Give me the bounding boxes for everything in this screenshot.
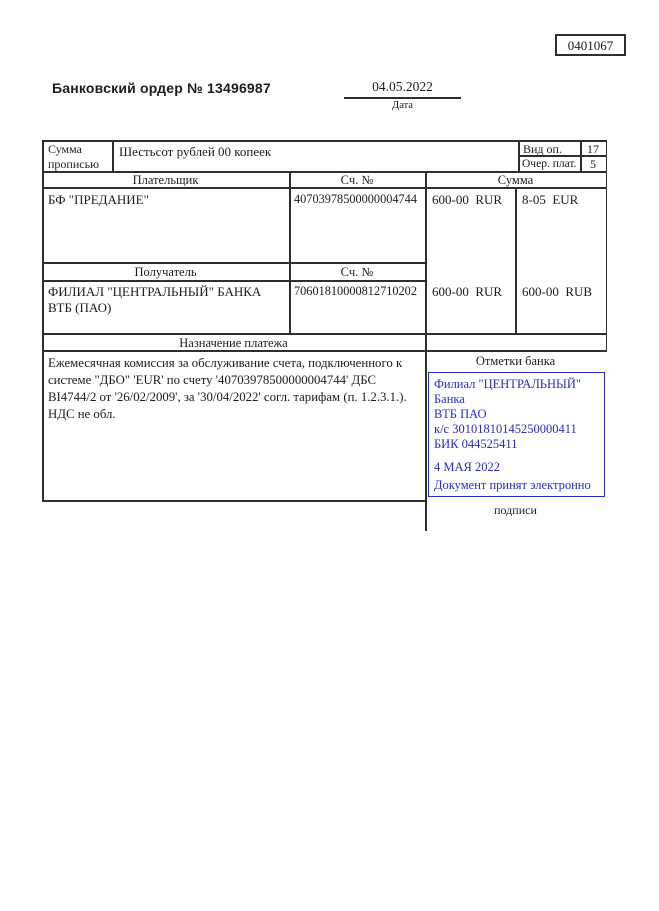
date-underline [344, 97, 461, 99]
table-border-bottom [42, 500, 427, 502]
amount-header: Сумма [497, 173, 534, 187]
purpose-header: Назначение платежа [179, 336, 288, 350]
recipient-name: ФИЛИАЛ "ЦЕНТРАЛЬНЫЙ" БАНКА ВТБ (ПАО) [48, 284, 262, 315]
bank-stamp [428, 372, 605, 497]
priority-label: Очер. плат. [522, 158, 577, 170]
op-type-label: Вид оп. [523, 142, 562, 156]
table-border-left [42, 140, 44, 502]
stamp-bank-name-line1: Филиал "ЦЕНТРАЛЬНЫЙ" Банка [434, 377, 582, 406]
purpose-text: Ежемесячная комиссия за обслуживание счета, подключенного к системе "ДБО" 'EUR' по счету '40703978500000004744' ДБС BI4744/2 от '26/02/2009', за '30/04/2022' согл. тарифам (п. 1.2.3.1.). НДС не обл. [48, 356, 407, 421]
stamp-spacer [434, 452, 599, 460]
payer-account: 40703978500000004744 [294, 192, 417, 206]
payer-amount-eur: 8-05 EUR [522, 192, 579, 207]
stamp-corr-account: к/с 30101810145250000411 [434, 422, 577, 436]
payer-account-header: Сч. № [340, 173, 374, 187]
recipient-amount-rub: 600-00 RUB [522, 284, 593, 299]
payer-header: Плательщик [132, 173, 199, 187]
recipient-header: Получатель [134, 265, 197, 279]
amount-words-label: Сумма прописью [48, 142, 100, 171]
recipient-amount-rur: 600-00 RUR [432, 284, 503, 299]
payer-name: БФ "ПРЕДАНИЕ" [48, 192, 149, 207]
divider-amount-words [112, 140, 114, 171]
divider-account-amount [425, 171, 427, 531]
divider-recipient-bottom [42, 333, 607, 335]
payer-amount-rur: 600-00 RUR [432, 192, 503, 207]
priority-value: 5 [590, 157, 596, 171]
bank-marks-header: Отметки банка [475, 354, 556, 368]
document-title: Банковский ордер № 13496987 [52, 80, 271, 96]
signatures-label: подписи [494, 503, 537, 517]
divider-payer-bottom [42, 262, 425, 264]
divider-name-account [289, 171, 291, 333]
date-value: 04.05.2022 [372, 79, 433, 94]
divider-amount-split [515, 187, 517, 333]
stamp-status: Документ принят электронно [434, 478, 591, 492]
recipient-account: 70601810000812710202 [294, 284, 417, 298]
form-code: 0401067 [567, 38, 614, 53]
stamp-date: 4 МАЯ 2022 [434, 460, 500, 474]
amount-words: Шестьсот рублей 00 копеек [119, 144, 272, 159]
table-border-right [606, 140, 608, 352]
divider-recipient-header-bottom [42, 280, 425, 282]
recipient-account-header: Сч. № [340, 265, 374, 279]
form-code-box [555, 34, 626, 56]
date-label: Дата [392, 100, 413, 111]
op-type-value: 17 [587, 142, 599, 156]
stamp-bik: БИК 044525411 [434, 437, 518, 451]
stamp-bank-name-line2: ВТБ ПАО [434, 407, 487, 421]
divider-op-type-left [518, 140, 520, 171]
